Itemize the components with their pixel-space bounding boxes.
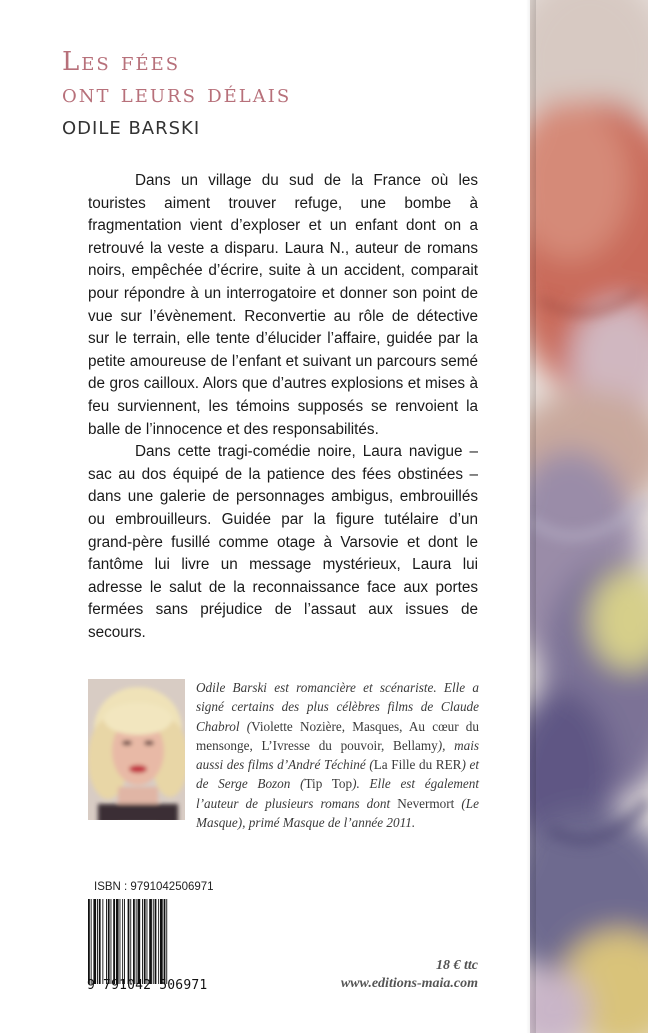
watercolor-art-strip — [530, 0, 648, 1033]
author-bio — [196, 678, 479, 832]
publisher-website: www.editions-maia.com — [340, 976, 478, 991]
bio-film-techine: La Fille du RER — [373, 757, 462, 773]
bio-text-5: (Le Masque), primé Masque de l’année 2011. — [196, 795, 479, 831]
price: 18 € ttc — [436, 958, 478, 973]
summary-paragraph-1: Dans un village du sud de la France où les touristes aiment trouver refuge, une bombe à fragmentation vient d’exploser et un enfant dont on a retrouvé la veste a disparu. Laura N., auteur de romans noirs, empêchée d’écrire, suite à un accident, comparait pour répondre à un interrogatoire et donner son point de vue sur l’évènement. Reconvertie au rôle de détective sur le terrain, elle tente d’élucider l’affaire, guidée par la petite amoureuse de l’enfant et suivant un parcours semé de gros cailloux. Alors que d’autres explosions et mises à feu surviennent, les témoins supposés se renvoient la balle de l’innocence et des responsabilités. — [88, 172, 478, 438]
author-photo — [88, 679, 185, 820]
author-name: ODILE BARSKI — [62, 118, 201, 139]
book-summary — [88, 170, 478, 644]
bio-films-chabrol: Violette Nozière, Masques, Au cœur du mensonge, L’Ivresse du pouvoir, Bellamy — [196, 718, 479, 753]
bio-text-3: ) et de Serge Bozon ( — [196, 757, 479, 792]
barcode-icon — [87, 899, 195, 984]
bio-film-bozon: Tip Top — [304, 776, 353, 792]
bio-novel: Nevermort — [397, 795, 455, 811]
barcode-digits: 9 791042 506971 — [87, 978, 208, 993]
bio-text-1: Odile Barski est romancière et scénariste. Elle a signé certains des plus célèbres films de Claude Chabrol ( — [196, 680, 479, 734]
spine-shadow — [526, 0, 536, 1033]
bio-text-2: ), mais aussi des films d’André Téchiné ( — [196, 737, 479, 773]
bio-text-4: ). Elle est également l’auteur de plusieurs romans dont — [196, 776, 479, 811]
author-portrait-icon — [88, 679, 185, 820]
book-title-line-2: ont leurs délais — [62, 79, 292, 109]
isbn-label: ISBN : 9791042506971 — [94, 881, 214, 893]
summary-paragraph-2: Dans cette tragi-comédie noire, Laura navigue – sac au dos équipé de la patience des fées obstinées – dans une galerie de personnages ambigus, embrouillés ou embrouilleurs. Guidée par la figure tutélaire d’un grand-père fusillé comme otage à Varsovie et dont le fantôme lui livre un message mystérieux, Laura lui adresse le salut de la reconnaissance face aux portes fermées sans préjudice de l’assaut aux issues de secours. — [88, 443, 478, 641]
book-title-line-1: Les fées — [62, 47, 181, 77]
